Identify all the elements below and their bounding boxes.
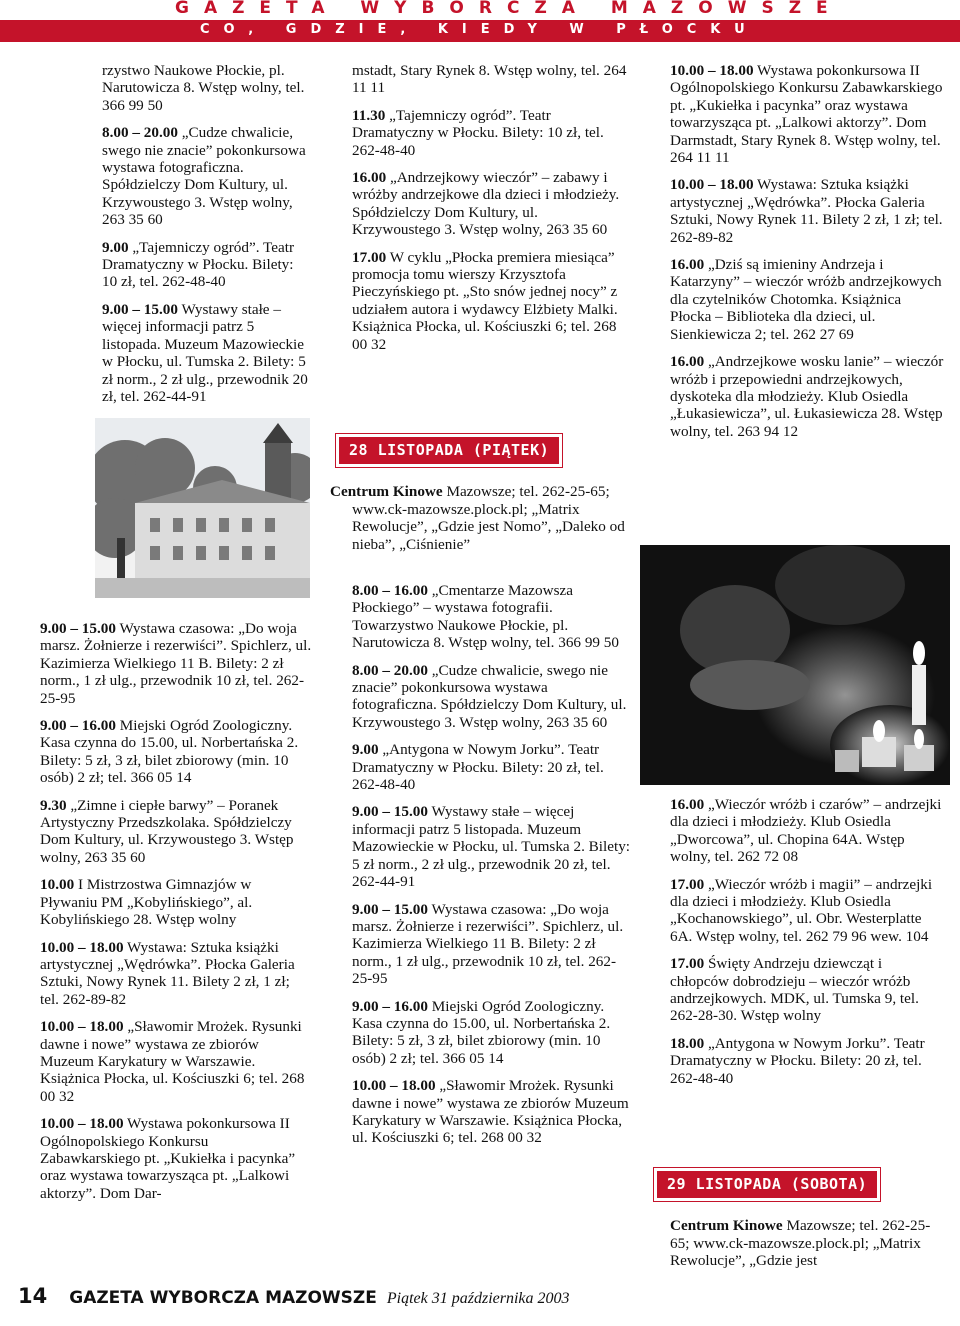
event-text: Miejski Ogród Zoologiczny. Kasa czynna do 15.00, ul. Norbertańska 2. Bilety: 5 zł, 3 zł, bilet zbiorowy (min. 10 osób) 2 zł; tel. 366 05 14 xyxy=(352,997,611,1067)
event-entry xyxy=(330,62,630,97)
event-text: „Zimne i ciepłe barwy” – Poranek Artystyczny Przedszkolaka. Spółdzielczy Dom Kultury, ul. Krzywoustego 3. Wstęp wolny, 263 35 60 xyxy=(40,796,294,866)
event-time: 9.00 xyxy=(352,741,379,759)
event-text: „Tajemniczy ogród”. Teatr Dramatyczny w Płocku. Bilety: 10 zł, tel. 262-48-40 xyxy=(102,238,294,291)
event-time: 17.00 xyxy=(670,875,705,893)
event-time: 16.00 xyxy=(670,256,705,274)
event-time: 9.00 – 16.00 xyxy=(352,997,428,1015)
event-entry xyxy=(648,256,944,343)
event-text: „Wieczór wróżb i czarów” – andrzejki dla dzieci i młodzieży. Klub Osiedla „Dworcowa”, ul. Chopina 64A. Wstęp wolny, tel. 262 72 08 xyxy=(670,796,942,866)
event-text: I Mistrzostwa Gimnazjów w Pływaniu PM „Kobylińskiego”, al. Kobylińskiego 28. Wstęp wolny xyxy=(40,876,253,929)
cinema-name: Centrum Kinowe xyxy=(670,1217,783,1235)
cinema-name: Centrum Kinowe xyxy=(330,483,443,501)
event-text: „Cudze chwalicie, swego nie znacie” pokonkursowa wystawa fotograficzna. Spółdzielczy Dom Kultury, ul. Krzywoustego 3. Wstęp wolny, 263 35 60 xyxy=(352,661,627,731)
event-text: „Andrzejkowe wosku lanie” – wieczór wróżb i przepowiedni andrzejkowych, dyskoteka dla młodzieży. Klub Osiedla „Łukasiewicza”, ul. Łukasiewicza 28. Wstęp wolny, tel. 263 94 12 xyxy=(670,353,944,440)
event-entry xyxy=(18,797,312,867)
event-entry xyxy=(80,301,312,405)
cinema-text: Mazowsze; tel. 262-25-65; www.ck-mazowsze.plock.pl; „Matrix Rewolucje”, „Gdzie jest xyxy=(670,1217,931,1270)
event-text: Wystawa czasowa: „Do woja marsz. Żołnierze i rezerwiści”. Spichlerz, ul. Kazimierza Wielkiego 11 B. Bilety: 2 zł norm., 1 zł ulg., przewodnik 10 zł, tel. 262-25-95 xyxy=(40,620,312,707)
event-text: „Cmentarze Mazowsza Płockiego” – wystawa fotografii. Towarzystwo Naukowe Płockie, pl. Narutowicza 8. Wstęp wolny, tel. 366 99 50 xyxy=(352,582,619,652)
column-3-saturday xyxy=(648,1162,944,1280)
event-time: 9.00 – 16.00 xyxy=(40,717,116,735)
footer-title: GAZETA WYBORCZA MAZOWSZE xyxy=(69,1288,377,1308)
event-entry xyxy=(330,901,630,988)
event-text: „Tajemniczy ogród”. Teatr Dramatyczny w Płocku. Bilety: 10 zł, tel. 262-48-40 xyxy=(352,106,604,159)
event-entry xyxy=(18,620,312,707)
page-number: 14 xyxy=(18,1284,48,1308)
event-text: „Wieczór wróżb i magii” – andrzejki dla dzieci i młodzieży. Klub Osiedla „Kochanowskiego”, ul. Obr. Westerplatte 6A. Wstęp wolny, tel. 262 79 96 wew. 104 xyxy=(670,875,933,945)
event-text: „Sławomir Mrożek. Rysunki dawne i nowe” wystawa ze zbiorów Muzeum Karykatury w Warszawie. Książnica Płocka, ul. Kościuszki 6; tel. 268 00 32 xyxy=(40,1018,305,1105)
photo-church-building xyxy=(95,418,310,598)
masthead-banner xyxy=(0,0,960,40)
event-entry xyxy=(330,741,630,793)
event-entry xyxy=(80,239,312,291)
masthead-subtitle: CO, GDZIE, KIEDY W PŁOCKU xyxy=(200,22,759,37)
event-entry xyxy=(18,1018,312,1105)
event-time: 10.00 – 18.00 xyxy=(40,938,124,956)
event-time: 10.00 – 18.00 xyxy=(40,1115,124,1133)
cinema-friday xyxy=(330,483,630,553)
footer-date: Piątek 31 października 2003 xyxy=(386,1290,570,1307)
column-1-bottom xyxy=(18,620,312,1212)
candles-photo-image xyxy=(640,545,950,785)
event-time: 9.30 xyxy=(40,796,67,814)
event-entry xyxy=(330,998,630,1068)
event-time: 18.00 xyxy=(670,1034,705,1052)
column-3-bottom xyxy=(648,796,944,1097)
event-entry xyxy=(330,169,630,239)
event-text: „Andrzejkowy wieczór” – zabawy i wróżby andrzejkowe dla dzieci i młodzieży. Spółdzielczy Dom Kultury, ul. Krzywoustego 3. Wstęp wolny, 263 35 60 xyxy=(352,169,620,239)
event-text: Święty Andrzeju dziewcząt i chłopców dobrodzieju – wieczór wróżb andrzejkowych. MDK, ul. Tumska 9, tel. 262-28-30. Wstęp wolny xyxy=(670,955,919,1025)
event-entry xyxy=(18,939,312,1009)
event-time: 9.00 – 15.00 xyxy=(352,803,428,821)
event-entry xyxy=(648,353,944,440)
event-entry xyxy=(330,803,630,890)
event-text: „Antygona w Nowym Jorku”. Teatr Dramatyczny w Płocku. Bilety: 20 zł, tel. 262-48-40 xyxy=(352,741,604,794)
event-time: 9.00 xyxy=(102,238,129,256)
event-entry xyxy=(18,876,312,928)
event-time: 10.00 – 18.00 xyxy=(352,1077,436,1095)
event-entry xyxy=(18,1115,312,1202)
event-text: „Sławomir Mrożek. Rysunki dawne i nowe” wystawa ze zbiorów Muzeum Karykatury w Warszawie. Książnica Płocka, ul. Kościuszki 6; tel. 268 00 32 xyxy=(352,1077,629,1147)
column-2-bottom xyxy=(330,582,630,1157)
event-text: Wystawa pokonkursowa II Ogólnopolskiego Konkursu Zabawkarskiego pt. „Kukiełka i pacynka” oraz wystawa towarzysząca pt. „Lalkowi aktorzy”. Dom Darmstadt, Stary Rynek 8. Wstęp wolny, tel. 264 11 11 xyxy=(670,62,943,167)
event-text: Wystawa: Sztuka książki artystycznej „Wędrówka”. Płocka Galeria Sztuki, Nowy Rynek 11. Bilety 2 zł, 1 zł; tel. 262-89-82 xyxy=(670,176,943,246)
event-entry xyxy=(648,876,944,946)
page-footer xyxy=(18,1284,570,1308)
cinema-saturday xyxy=(648,1217,944,1269)
photo-candles xyxy=(640,545,950,785)
event-time: 10.00 – 18.00 xyxy=(670,176,754,194)
event-entry xyxy=(648,1035,944,1087)
column-1-top xyxy=(80,62,312,415)
event-time: 8.00 – 20.00 xyxy=(102,124,178,142)
column-2-friday xyxy=(330,428,630,563)
event-time: 8.00 – 16.00 xyxy=(352,582,428,599)
event-time: 16.00 xyxy=(352,169,387,187)
event-text: Wystawa: Sztuka książki artystycznej „Wędrówka”. Płocka Galeria Sztuki, Nowy Rynek 11. Bilety 2 zł, 1 zł; tel. 262-89-82 xyxy=(40,938,295,1008)
event-text: W cyklu „Płocka premiera miesiąca” promocja tomu wierszy Krzysztofa Pieczyńskiego pt. „Sto snów jednej nocy” z udziałem autora i wydawcy Elżbiety Malki. Książnica Płocka, ul. Kościuszki 6; tel. 268 00 32 xyxy=(352,248,618,353)
event-text: „Dziś są imieniny Andrzeja i Katarzyny” – wieczór wróżb andrzejkowych dla czytelników Chotomka. Książnica Płocka – Biblioteka dla dzieci, ul. Sienkiewicza 2; tel. 262 27 69 xyxy=(670,256,942,343)
event-time: 9.00 – 15.00 xyxy=(40,620,116,637)
cinema-text: Mazowsze; tel. 262-25-65; www.ck-mazowsze.plock.pl; „Matrix Rewolucje”, „Gdzie jest Nomo”, „Daleko od nieba”, „Ciśnienie” xyxy=(352,483,625,553)
event-text: rzystwo Naukowe Płockie, pl. Narutowicza 8. Wstęp wolny, tel. 366 99 50 xyxy=(102,62,305,114)
column-3-top xyxy=(648,62,944,450)
event-entry xyxy=(330,1077,630,1147)
event-text: „Cudze chwalicie, swego nie znacie” pokonkursowa wystawa fotograficzna. Spółdzielczy Dom Kultury, ul. Krzywoustego 3. Wstęp wolny, 263 35 60 xyxy=(102,124,306,229)
event-entry xyxy=(648,796,944,866)
section-heading-saturday: 29 LISTOPADA (SOBOTA) xyxy=(654,1168,880,1201)
event-time: 10.00 – 18.00 xyxy=(40,1018,124,1036)
event-entry xyxy=(648,955,944,1025)
event-entry xyxy=(80,62,312,114)
event-time: 11.30 xyxy=(352,106,386,124)
event-text: Wystawy stałe – więcej informacji patrz 5 listopada. Muzeum Mazowieckie w Płocku, ul. Tumska 2. Bilety: 5 zł norm., 2 zł ulg., przewodnik 20 zł, tel. 262-44-91 xyxy=(352,803,631,891)
event-time: 10.00 – 18.00 xyxy=(670,62,754,79)
event-text: „Antygona w Nowym Jorku”. Teatr Dramatyczny w Płocku. Bilety: 20 zł, tel. 262-48-40 xyxy=(670,1034,925,1087)
event-time: 9.00 – 15.00 xyxy=(352,900,428,918)
event-time: 16.00 xyxy=(670,353,705,371)
event-text: Miejski Ogród Zoologiczny. Kasa czynna do 15.00, ul. Norbertańska 2. Bilety: 5 zł, 3 zł, bilet zbiorowy (min. 10 osób) 2 zł; tel. 366 05 14 xyxy=(40,717,299,787)
event-entry xyxy=(330,662,630,732)
event-time: 9.00 – 15.00 xyxy=(102,300,178,318)
event-text: Wystawa pokonkursowa II Ogólnopolskiego Konkursu Zabawkarskiego pt. „Kukiełka i pacynka” oraz wystawa towarzysząca pt. „Lalkowi aktorzy”. Dom Dar- xyxy=(40,1115,296,1202)
section-heading-friday: 28 LISTOPADA (PIĄTEK) xyxy=(336,434,562,467)
event-entry xyxy=(648,176,944,246)
event-entry xyxy=(18,717,312,787)
event-time: 10.00 xyxy=(40,876,75,894)
event-text: Wystawy stałe – więcej informacji patrz 5 listopada. Muzeum Mazowieckie w Płocku, ul. Tumska 2. Bilety: 5 zł norm., 2 zł ulg., przewodnik 20 zł, tel. 262-44-91 xyxy=(102,300,308,405)
church-photo-image xyxy=(95,418,310,598)
masthead-title: GAZETA WYBORCZA MAZOWSZE xyxy=(175,0,843,18)
event-time: 17.00 xyxy=(352,248,387,266)
event-text: mstadt, Stary Rynek 8. Wstęp wolny, tel. 264 11 11 xyxy=(352,62,627,97)
column-2-top xyxy=(330,62,630,363)
event-entry xyxy=(330,582,630,652)
event-entry xyxy=(330,107,630,159)
event-entry xyxy=(80,124,312,228)
event-entry xyxy=(648,62,944,166)
event-entry xyxy=(330,249,630,353)
event-time: 8.00 – 20.00 xyxy=(352,661,428,679)
event-text: Wystawa czasowa: „Do woja marsz. Żołnierze i rezerwiści”. Spichlerz, ul. Kazimierza Wielkiego 11 B. Bilety: 2 zł norm., 1 zł ulg., przewodnik 10 zł, tel. 262-25-95 xyxy=(352,900,624,988)
event-time: 17.00 xyxy=(670,955,705,973)
event-time: 16.00 xyxy=(670,796,705,813)
